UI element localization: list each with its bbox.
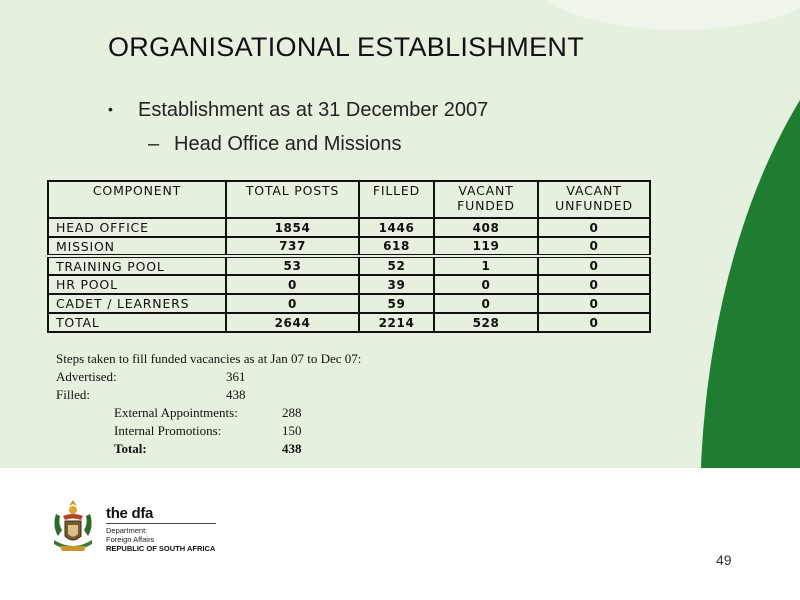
slide-title: ORGANISATIONAL ESTABLISHMENT — [108, 32, 584, 62]
establishment-table — [47, 180, 651, 333]
header-vacant-unfunded: VACANT UNFUNDED — [538, 181, 650, 218]
sub-bullet-text: Head Office and Missions — [174, 133, 402, 155]
external-row — [56, 404, 361, 422]
internal-label: Internal Promotions: — [114, 423, 222, 438]
bullet-text: Establishment as at 31 December 2007 — [138, 99, 489, 121]
table-cell: 119 — [434, 237, 538, 256]
table-cell: 0 — [538, 237, 650, 256]
header-filled: FILLED — [359, 181, 434, 218]
table-cell: 53 — [226, 256, 359, 275]
table-cell: 1446 — [359, 218, 434, 237]
dash-icon: – — [148, 133, 160, 155]
header-total-posts: TOTAL POSTS — [226, 181, 359, 218]
advertised-row — [56, 368, 361, 386]
brand-republic: REPUBLIC OF SOUTH AFRICA — [106, 544, 216, 553]
brand-foreign-affairs: Foreign Affairs — [106, 534, 155, 544]
table-row — [48, 294, 650, 313]
brand-divider — [106, 523, 216, 524]
table-cell: HEAD OFFICE — [48, 218, 226, 237]
advertised-label: Advertised: — [56, 369, 117, 384]
dfa-brand — [106, 505, 216, 553]
total-row — [56, 440, 361, 458]
table-cell: CADET / LEARNERS — [48, 294, 226, 313]
table-row — [48, 275, 650, 294]
table-cell: 39 — [359, 275, 434, 294]
page-number: 49 — [716, 552, 732, 568]
vacancy-steps-block — [56, 350, 361, 458]
total-label: Total: — [114, 441, 147, 456]
bullet-level-1 — [108, 99, 488, 122]
steps-heading: Steps taken to fill funded vacancies as at Jan 07 to Dec 07: — [56, 351, 362, 366]
coat-of-arms-icon — [48, 496, 98, 556]
internal-row — [56, 422, 361, 440]
table-row — [48, 256, 650, 275]
table-cell: TRAINING POOL — [48, 256, 226, 275]
table-cell: 0 — [538, 275, 650, 294]
table-cell: 0 — [434, 294, 538, 313]
bullet-level-2 — [148, 133, 402, 156]
table-cell: 59 — [359, 294, 434, 313]
table-cell: MISSION — [48, 237, 226, 256]
table-cell: HR POOL — [48, 275, 226, 294]
header-vacant-funded: VACANT FUNDED — [434, 181, 538, 218]
table-cell: 0 — [538, 313, 650, 332]
table-cell: 618 — [359, 237, 434, 256]
filled-value: 438 — [226, 387, 246, 402]
table-row — [48, 218, 650, 237]
advertised-value: 361 — [226, 369, 246, 384]
external-label: External Appointments: — [114, 405, 238, 420]
table-cell: 1 — [434, 256, 538, 275]
total-value: 438 — [282, 441, 302, 456]
table-cell: 737 — [226, 237, 359, 256]
table-cell: TOTAL — [48, 313, 226, 332]
table-cell: 528 — [434, 313, 538, 332]
table-cell: 0 — [226, 294, 359, 313]
filled-row — [56, 386, 361, 404]
table-total-row — [48, 313, 650, 332]
filled-label: Filled: — [56, 387, 90, 402]
table-cell: 408 — [434, 218, 538, 237]
brand-department: Department: — [106, 526, 148, 535]
table-cell: 0 — [538, 294, 650, 313]
table-cell: 2214 — [359, 313, 434, 332]
bullet-icon: • — [108, 101, 113, 117]
establishment-table-container — [47, 180, 651, 333]
table-header-row — [48, 181, 650, 218]
table-cell: 52 — [359, 256, 434, 275]
table-cell: 0 — [538, 218, 650, 237]
brand-name: the dfa — [106, 505, 154, 522]
header-component: COMPONENT — [48, 181, 226, 218]
table-cell: 1854 — [226, 218, 359, 237]
table-row — [48, 237, 650, 256]
table-cell: 0 — [538, 256, 650, 275]
external-value: 288 — [282, 405, 302, 420]
internal-value: 150 — [282, 423, 302, 438]
table-cell: 0 — [434, 275, 538, 294]
table-cell: 2644 — [226, 313, 359, 332]
table-cell: 0 — [226, 275, 359, 294]
